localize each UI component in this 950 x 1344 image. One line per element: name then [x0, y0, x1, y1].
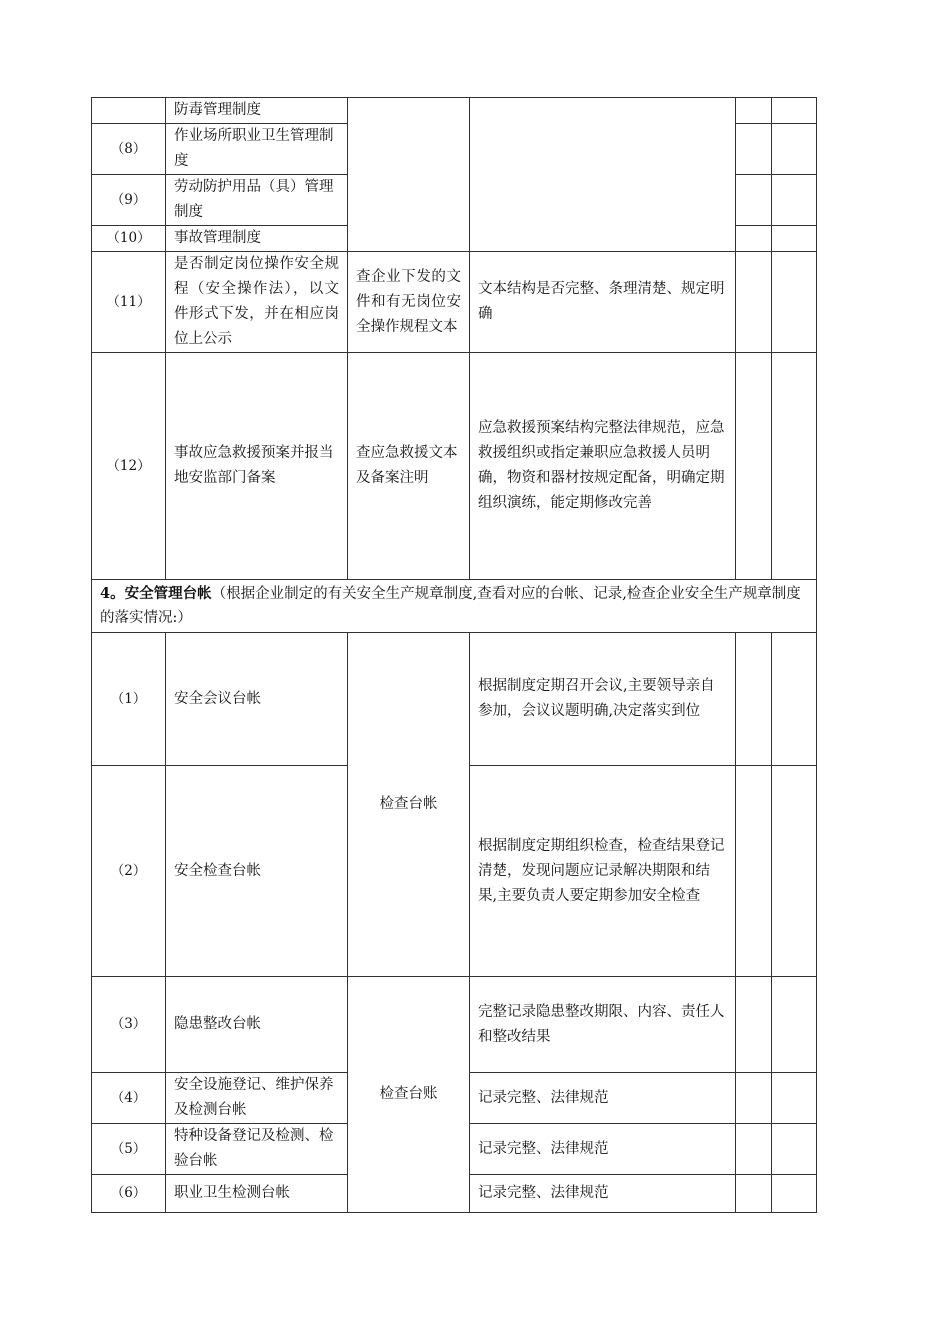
item-number [92, 98, 166, 124]
check-cell [736, 252, 772, 353]
section-description: （根据企业制定的有关安全生产规章制度,查看对应的台帐、记录,检查企业安全生产规章制度的落实情况:） [100, 586, 801, 626]
check-standard: 完整记录隐患整改期限、内容、责任人和整改结果 [470, 977, 736, 1073]
score-cell [772, 1175, 817, 1213]
item-number: （5） [92, 1124, 166, 1175]
item-number: （4） [92, 1073, 166, 1124]
check-method: 查企业下发的文件和有无岗位安全操作规程文本 [348, 252, 470, 353]
check-method: 查应急救援文本及备案注明 [348, 353, 470, 580]
check-standard: 根据制度定期组织检查，检查结果登记清楚，发现问题应记录解决期限和结果,主要负责人要定期参加安全检查 [470, 766, 736, 977]
table-row [92, 98, 817, 124]
item-name: 事故管理制度 [166, 226, 348, 252]
check-method: 检查台帐 [348, 633, 470, 977]
score-cell [772, 252, 817, 353]
item-name: 安全设施登记、维护保养及检测台帐 [166, 1073, 348, 1124]
table-row [92, 252, 817, 353]
item-name: 特种设备登记及检测、检验台帐 [166, 1124, 348, 1175]
item-name: 事故应急救援预案并报当地安监部门备案 [166, 353, 348, 580]
table-row [92, 633, 817, 766]
check-cell [736, 1124, 772, 1175]
standard-cell [470, 98, 736, 252]
score-cell [772, 175, 817, 226]
item-name: 是否制定岗位操作安全规程（安全操作法），以文件形式下发，并在相应岗位上公示 [166, 252, 348, 353]
table-row [92, 353, 817, 580]
section-header-row [92, 580, 817, 633]
score-cell [772, 226, 817, 252]
check-standard: 记录完整、法律规范 [470, 1073, 736, 1124]
check-cell [736, 124, 772, 175]
score-cell [772, 1124, 817, 1175]
score-cell [772, 124, 817, 175]
item-number: （8） [92, 124, 166, 175]
item-number: （1） [92, 633, 166, 766]
check-standard: 根据制度定期召开会议,主要领导亲自参加，会议议题明确,决定落实到位 [470, 633, 736, 766]
item-number: （12） [92, 353, 166, 580]
item-number: （6） [92, 1175, 166, 1213]
check-cell [736, 353, 772, 580]
check-cell [736, 977, 772, 1073]
table-row [92, 977, 817, 1073]
score-cell [772, 766, 817, 977]
score-cell [772, 1073, 817, 1124]
item-name: 劳动防护用品（具）管理制度 [166, 175, 348, 226]
check-cell [736, 1175, 772, 1213]
item-name: 隐患整改台帐 [166, 977, 348, 1073]
item-number: （10） [92, 226, 166, 252]
item-number: （11） [92, 252, 166, 353]
score-cell [772, 353, 817, 580]
score-cell [772, 977, 817, 1073]
check-standard: 文本结构是否完整、条理清楚、规定明确 [470, 252, 736, 353]
score-cell [772, 98, 817, 124]
inspection-checklist-table [91, 97, 817, 1213]
score-cell [772, 633, 817, 766]
check-cell [736, 98, 772, 124]
check-standard: 记录完整、法律规范 [470, 1175, 736, 1213]
check-cell [736, 766, 772, 977]
item-number: （2） [92, 766, 166, 977]
check-cell [736, 633, 772, 766]
item-number: （9） [92, 175, 166, 226]
check-cell [736, 226, 772, 252]
section-header [92, 580, 817, 633]
item-name: 作业场所职业卫生管理制度 [166, 124, 348, 175]
method-cell [348, 98, 470, 252]
item-name: 安全会议台帐 [166, 633, 348, 766]
check-standard: 记录完整、法律规范 [470, 1124, 736, 1175]
item-name: 防毒管理制度 [166, 98, 348, 124]
item-number: （3） [92, 977, 166, 1073]
check-standard: 应急救援预案结构完整法律规范，应急救援组织或指定兼职应急救援人员明确，物资和器材按规定配备，明确定期组织演练，能定期修改完善 [470, 353, 736, 580]
section-title: 4。安全管理台帐 [100, 585, 212, 602]
check-method: 检查台账 [348, 977, 470, 1213]
item-name: 安全检查台帐 [166, 766, 348, 977]
check-cell [736, 175, 772, 226]
item-name: 职业卫生检测台帐 [166, 1175, 348, 1213]
check-cell [736, 1073, 772, 1124]
